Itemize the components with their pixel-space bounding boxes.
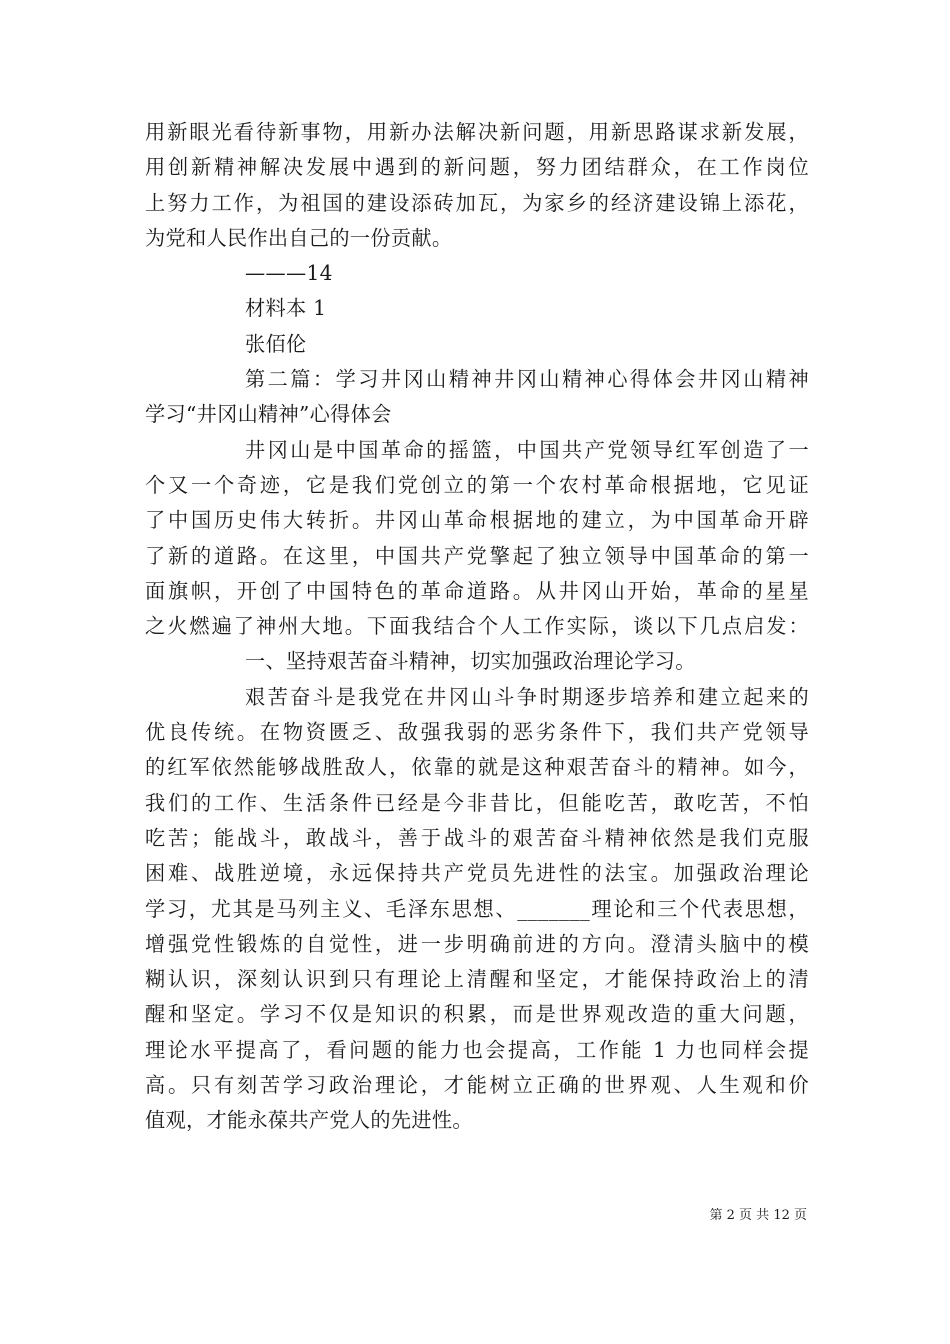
text-line: 面旗帜，开创了中国特色的革命道路。从井冈山开始，革命的星星 [145, 578, 809, 603]
text-line: 理论水平提高了，看问题的能力也会提高，工作能 1 力也同样会提 [145, 1037, 809, 1062]
text-line: 用创新精神解决发展中遇到的新问题，努力团结群众，在工作岗位 [145, 155, 809, 180]
text-line: 优良传统。在物资匮乏、敌强我弱的恶劣条件下，我们共产党领导 [145, 720, 809, 745]
text-line: 我们的工作、生活条件已经是今非昔比，但能吃苦，敢吃苦，不怕 [145, 790, 809, 815]
text-line: 的红军依然能够战胜敌人，依靠的就是这种艰苦奋斗的精神。如今， [145, 755, 809, 780]
author-name: 张佰伦 [245, 331, 307, 356]
text-line: 之火燃遍了神州大地。下面我结合个人工作实际，谈以下几点启发： [145, 614, 809, 639]
text-line: 高。只有刻苦学习政治理论，才能树立正确的世界观、人生观和价 [145, 1073, 809, 1098]
section-heading: 第二篇：学习井冈山精神井冈山精神心得体会井冈山精神 [245, 367, 809, 392]
text-line: 糊认识，深刻认识到只有理论上清醒和坚定，才能保持政治上的清 [145, 967, 809, 992]
text-line-material: 材料本 1 [245, 296, 327, 321]
text-line: 个又一个奇迹，它是我们党创立的第一个农村革命根据地，它见证 [145, 472, 809, 497]
paragraph-start: 艰苦奋斗是我党在井冈山斗争时期逐步培养和建立起来的 [245, 684, 809, 709]
text-line: 吃苦；能战斗，敢战斗，善于战斗的艰苦奋斗精神依然是我们克服 [145, 825, 809, 850]
text-line: 值观，才能永葆共产党人的先进性。 [145, 1108, 473, 1133]
page-number-footer: 第 2 页 共 12 页 [709, 1208, 807, 1223]
text-line: 醒和坚定。学习不仅是知识的积累，而是世界观改造的重大问题， [145, 1002, 809, 1027]
document-body [145, 115, 809, 1139]
text-line: 学习，尤其是马列主义、毛泽东思想、_______理论和三个代表思想， [145, 896, 809, 921]
text-line: 增强党性锻炼的自觉性，进一步明确前进的方向。澄清头脑中的模 [145, 931, 809, 956]
text-line-dash-number: ———14 [245, 261, 333, 286]
text-line: 了中国历史伟大转折。井冈山革命根据地的建立，为中国革命开辟 [145, 508, 809, 533]
paragraph-start: 井冈山是中国革命的摇篮，中国共产党领导红军创造了一 [245, 437, 809, 462]
section-subheading: 学习“井冈山精神”心得体会 [145, 402, 392, 427]
text-line: 了新的道路。在这里，中国共产党擎起了独立领导中国革命的第一 [145, 543, 809, 568]
text-line: 困难、战胜逆境，永远保持共产党员先进性的法宝。加强政治理论 [145, 861, 809, 886]
text-line: 用新眼光看待新事物，用新办法解决新问题，用新思路谋求新发展， [145, 120, 809, 144]
point-heading: 一、坚持艰苦奋斗精神，切实加强政治理论学习。 [245, 649, 696, 674]
text-line: 为党和人民作出自己的一份贡献。 [145, 225, 453, 250]
text-line: 上努力工作，为祖国的建设添砖加瓦，为家乡的经济建设锦上添花， [145, 190, 809, 215]
